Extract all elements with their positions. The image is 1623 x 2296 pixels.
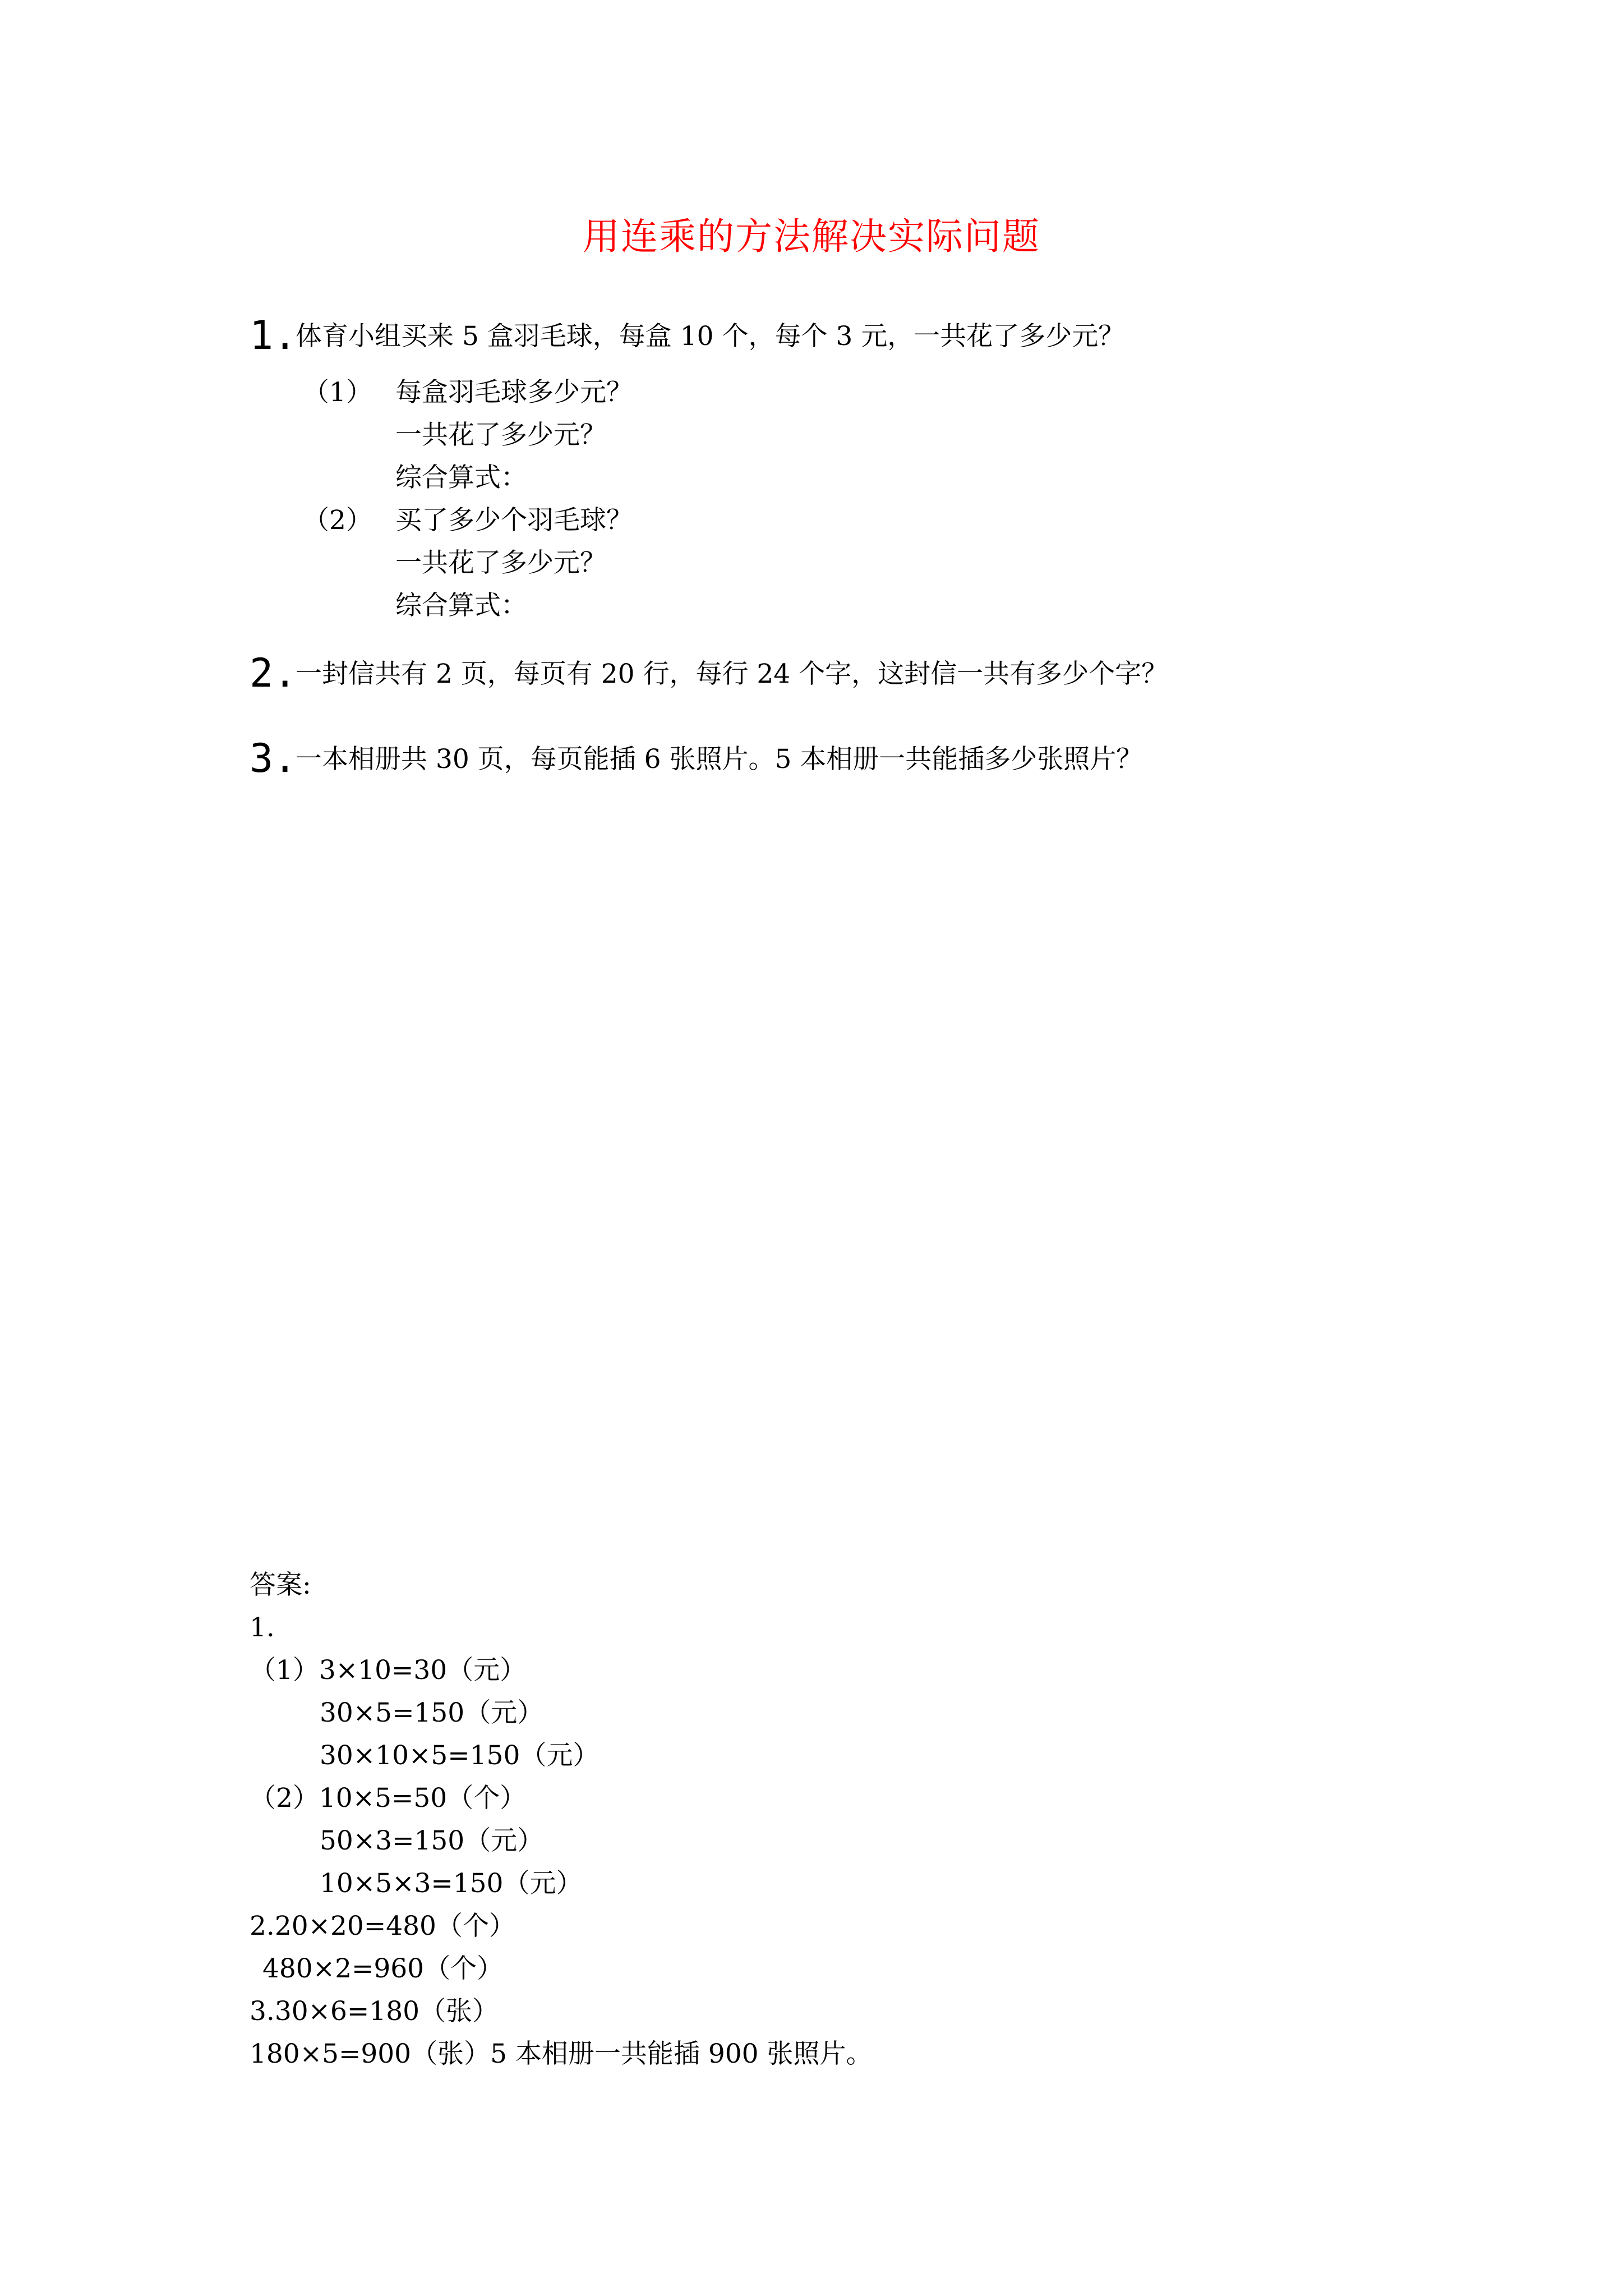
answer-line: 30×5=150（元） (320, 1697, 544, 1728)
answer-line: 30×10×5=150（元） (320, 1740, 600, 1771)
answer-line: 10×5×3=150（元） (320, 1868, 583, 1899)
subquestion-line: 一共花了多少元？ (395, 420, 606, 450)
answer-line: 180×5=900（张）5 本相册一共能插 900 张照片。 (250, 2039, 873, 2069)
answer-line: （1）3×10=30（元） (250, 1655, 527, 1686)
answer-line: 1. (250, 1612, 275, 1643)
subquestion-label: （1） (303, 377, 372, 408)
answer-line: 3.30×6=180（张） (250, 1996, 499, 2027)
question-1 (250, 307, 1539, 364)
question-number: 1. (250, 312, 297, 358)
subquestion-line: 买了多少个羽毛球？ (395, 505, 633, 536)
question-3 (250, 730, 1539, 786)
subquestion-label: （2） (303, 505, 372, 536)
answer-line: （2）10×5=50（个） (250, 1783, 527, 1814)
question-2 (250, 645, 1539, 701)
question-text: 一封信共有 2 页，每页有 20 行，每行 24 个字，这封信一共有多少个字？ (296, 659, 1168, 689)
subquestion-line: 综合算式： (395, 590, 527, 621)
subquestion-line: 一共花了多少元？ (395, 547, 606, 578)
answer-line: 480×2=960（个） (262, 1953, 504, 1984)
answer-line: 2.20×20=480（个） (250, 1911, 515, 1941)
question-text: 一本相册共 30 页，每页能插 6 张照片。5 本相册一共能插多少张照片？ (296, 744, 1143, 775)
page-title: 用连乘的方法解决实际问题 (583, 215, 1040, 258)
answers-heading: 答案: (250, 1570, 311, 1600)
subquestion-line: 每盒羽毛球多少元？ (395, 377, 633, 408)
subquestion-line: 综合算式： (395, 462, 527, 493)
answer-line: 50×3=150（元） (320, 1825, 544, 1856)
question-number: 3. (250, 735, 297, 781)
question-number: 2. (250, 650, 297, 696)
question-text: 体育小组买来 5 盒羽毛球，每盒 10 个，每个 3 元，一共花了多少元？ (296, 321, 1125, 352)
